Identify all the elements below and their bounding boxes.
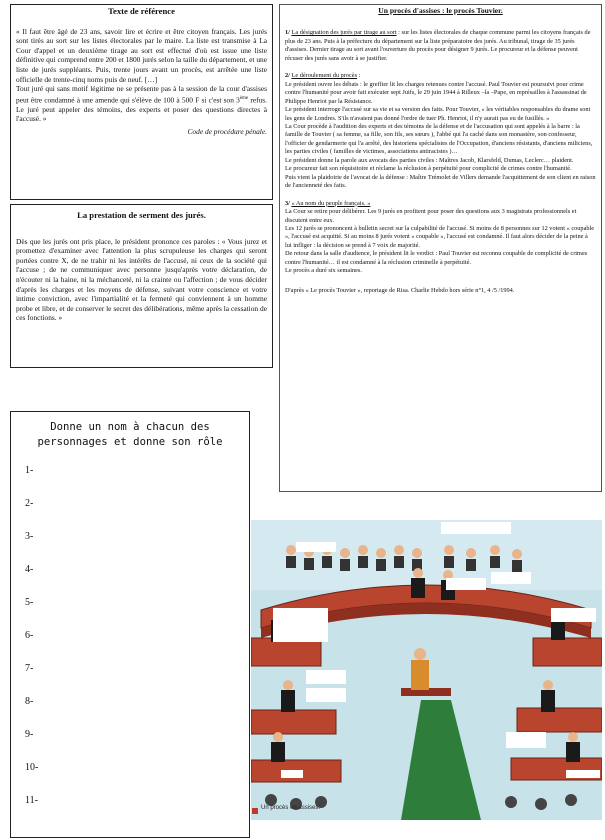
reference-source: Code de procédure pénale. xyxy=(187,127,267,136)
proces-s2-p2: Le président interroge l'accusé sur sa vie et sa version des faits. Pour Touvier, « les véritables responsables du drame sont les gens de Londres. S'ils n'avaient pas donné l'ordre de tuer Ph. Henriot, il n'y aurait pas eu de fusillés. » xyxy=(285,106,591,122)
exercise-item: 2- xyxy=(25,498,34,509)
proces-s2-p3: La Cour procède à l'audition des experts et des témoins de la défense et de l'accusation qui sont appelés à la barre : la famille de Touvier ( sa femme, sa fille, son fils, ses sœurs ), l'abbé qui l'a caché dans son monastère, son confesseur, l'officier de gendarmerie qui l'a arrêté, des historiens spécialistes de l'Occupation, d'anciens résistants, d'anciens miliciens, les parties civiles ( familles de victimes, associations antiracistes )… xyxy=(285,122,593,156)
proces-s2-p4: Le président donne la parole aux avocats des parties civiles : Maîtres Jacob, Klarsfeld, Dumas, Leclerc… plaident. xyxy=(285,156,574,164)
proces-section-2: 2/ Le déroulement du procès : Le président ouvre les débats : le greffier lit les charges retenues contre l'accusé. Paul Touvier est poursuivi pour crime contre l'humanité pour avoir fait exécuter sept Juifs, le 29 juin 1944 à Rilleux –la –Pape, en représailles à l'assassinat de Philippe Henriot par la Résistance. Le président interroge l'accusé sur sa vie et sa version des faits. Pour Touvier, « les véritables responsables du drame sont les gens de Londres. S'ils n'avaient pas donné l'ordre de tuer Ph. Henriot, il n'y aurait pas eu de fusillés. » La Cour procède à l'audition des experts et des témoins de la défense et de l'accusation qui sont appelés à la barre : la famille de Touvier ( sa femme, sa fille, son fils, ses sœurs ), l'abbé qui l'a caché dans son monastère, son confesseur, l'officier de gendarmerie qui l'a arrêté, des historiens spécialistes de l'Occupation, d'anciens résistants, d'anciens miliciens, les parties civiles ( familles de victimes, associations antiracistes )… Le président donne la parole aux avocats des parties civiles : Maîtres Jacob, Klarsfeld, Dumas, Leclerc… plaident. Le procureur fait son réquisitoire et réclame la réclusion à perpétuité pour complicité de crimes contre l'humanité. Puis vient la plaidoirie de l'avocat de la défense : Maître Trémolet de Villers demande l'acquittement de son client en raison de l'ancienneté des faits. xyxy=(285,72,596,190)
proces-s2-p6: Puis vient la plaidoirie de l'avocat de la défense : Maître Trémolet de Villers demande l'acquittement de son client en raison de l'ancienneté des faits. xyxy=(285,173,596,190)
proces-source: D'après « Le procès Touvier », reportage de Risa. Charlie Hebdo hors série n°1, 4 /5 /1994. xyxy=(285,286,515,294)
proces-s3-p1: La Cour se retire pour délibérer. Les 9 jurés en profitent pour poser des questions aux 3 magistrats professionnels et discutent entre eux. xyxy=(285,208,577,224)
exercise-item: 6- xyxy=(25,630,34,641)
exercise-item: 10- xyxy=(25,762,39,773)
proces-s3-p2: Les 12 jurés se prononcent à bulletin secret sur la culpabilité de l'accusé. Si moins de 8 personnes sur 12 votent « coupable », l'accusé est acquitté. Si au moins 8 jurés votent « coupable », l'accusé est condamné. Il faut alors décider de la peine à lui infliger : la décision se prend à 7 voix de majorité. xyxy=(285,224,595,249)
caption-marker xyxy=(252,808,258,814)
proces-s3-p3: De retour dans la salle d'audience, le président lit le verdict : Paul Touvier est reconnu coupable de complicité de crimes contre l'humanité… il est condamné à la réclusion criminelle à perpétuité. xyxy=(285,250,588,266)
reference-title: Texte de référence xyxy=(108,6,175,16)
courtroom-illustration xyxy=(251,520,602,820)
reference-paragraph-2: Tout juré qui sans motif légitime ne se présente pas à la session de la cour d'assises peut être condamné à une amende qui s'élève de 100 à 500 F si c'est son 3ème refus. Le juré peut appeler des témoins, des experts et poser des questions directes à l'accusé. » xyxy=(16,84,267,124)
proces-section-3: 3/ « Au nom du peuple français. » La Cour se retire pour délibérer. Les 9 jurés en profitent pour poser des questions aux 3 magistrats professionnels et discutent entre eux. Les 12 jurés se prononcent à bulletin secret sur la culpabilité de l'accusé. Si moins de 8 personnes sur 12 votent « coupable », l'accusé est acquitté. Si au moins 8 jurés votent « coupable », l'accusé est condamné. Il faut alors décider de la peine à lui infliger : la décision se prend à 7 voix de majorité. De retour dans la salle d'audience, le président lit le verdict : Paul Touvier est reconnu coupable de complicité de crimes contre l'humanité… il est condamné à la réclusion criminelle à perpétuité. Le procès a duré six semaines. xyxy=(285,199,595,275)
proces-touvier-box xyxy=(279,4,602,492)
proces-title: Un procès d'assises : le procès Touvier. xyxy=(378,6,503,15)
exercise-list xyxy=(25,464,235,827)
exercise-item: 7- xyxy=(25,663,34,674)
exercise-title: Donne un nom à chacun des personnages et donne son rôle xyxy=(37,421,223,448)
exercise-item: 5- xyxy=(25,597,34,608)
exercise-item: 1- xyxy=(25,465,34,476)
exercise-item: 4- xyxy=(25,564,34,575)
proces-section-1: 1/ La désignation des jurés par tirage au sort : sur les listes électorales de chaque commune parmi les citoyens français de plus de 23 ans. Puis à la préfecture du département sur la liste préparatoire des jurés. Au tribunal, tirage de 35 jurés d'assises. Dernier tirage au sort avant l'ouverture du procès pour désigner 9 jurés. Le procureur et la défense peuvent récuser des jurés sans avoir à se justifier. xyxy=(285,29,591,62)
exercise-item: 3- xyxy=(25,531,34,542)
exercise-item: 9- xyxy=(25,729,34,740)
reference-text-box xyxy=(10,4,273,200)
illustration-caption: Un procès en assises. xyxy=(261,805,321,811)
serment-text: Dès que les jurés ont pris place, le président prononce ces paroles : « Vous jurez et promettez d'examiner avec l'attention la plus scrupuleuse les charges qui seront portées contre X, de ne trahir ni les intérêts de l'accusé, ni ceux de la société qui l'accuse ; de ne communiquer avec personne jusqu'après votre déclaration, de n'écouter ni la haine, ni la méchanceté, ni la crainte ou l'affection ; de vous décider d'après les charges et les moyens de défense, suivant votre conscience et votre intime conviction, avec l'impartialité et la fermeté qui conviennent à un homme probe et libre, et de conserver le secret des délibérations, même après la cessation de ces fonctions. » xyxy=(16,236,267,323)
proces-s2-p1: Le président ouvre les débats : le greffier lit les charges retenues contre l'accusé. Paul Touvier est poursuivi pour crime contre l'humanité pour avoir fait exécuter sept Juifs, le 29 juin 1944 à Rilleux –la –Pape, en représailles à l'assassinat de Philippe Henriot par la Résistance. xyxy=(285,80,587,105)
exercise-item: 8- xyxy=(25,696,34,707)
reference-paragraph-1: « Il faut être âgé de 23 ans, savoir lire et écrire et être citoyen français. Les jurés sont tirés au sort sur les listes électorales par le maire. La liste est transmise à La Cour d'appel et un deuxième tirage au sort est effectué d'où est issue une liste définitive qui comprend entre 200 et 1800 jurés selon la taille du département, et une liste de jurés suppléants. Puis, trente jours avant un procès, est arrêtée une liste officielle de trente-cinq noms puis de neuf. […] xyxy=(16,26,267,84)
serment-box xyxy=(10,204,273,368)
exercise-box xyxy=(10,411,250,838)
exercise-item: 11- xyxy=(25,795,38,806)
proces-s2-p5: Le procureur fait son réquisitoire et réclame la réclusion à perpétuité pour complicité de crimes contre l'humanité. xyxy=(285,165,572,173)
proces-s3-p4: Le procès a duré six semaines. xyxy=(285,267,362,275)
serment-title: La prestation de serment des jurés. xyxy=(77,210,206,220)
